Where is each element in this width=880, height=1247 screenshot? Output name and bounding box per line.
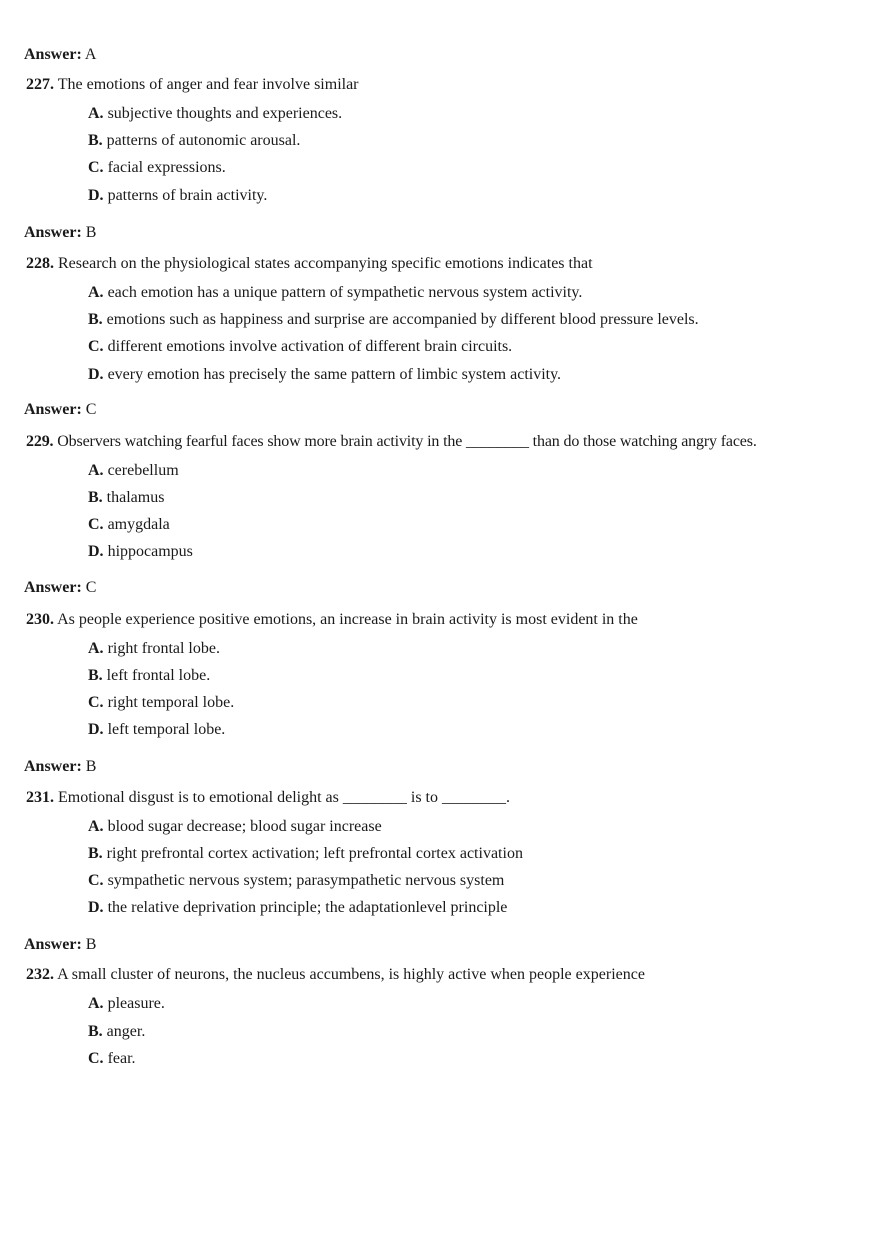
option-letter: A. [88, 105, 104, 122]
answer-line [24, 45, 96, 65]
option-text: patterns of autonomic arousal. [106, 132, 301, 149]
option-text: the relative deprivation principle; the adaptationlevel principle [107, 899, 508, 916]
option-text: patterns of brain activity. [107, 187, 268, 204]
option-a [88, 461, 179, 481]
option-letter: D. [88, 366, 104, 383]
answer-label: Answer: [24, 46, 82, 63]
option-letter: C. [88, 338, 104, 355]
answer-line [24, 757, 96, 777]
answer-value: C [85, 401, 97, 418]
question-230 [26, 610, 638, 630]
option-b [88, 310, 699, 330]
option-a [88, 639, 220, 659]
option-b [88, 488, 164, 508]
option-letter: B. [88, 667, 103, 684]
question-number: 229. [26, 433, 54, 450]
option-letter: A. [88, 462, 104, 479]
option-text: blood sugar decrease; blood sugar increase [107, 818, 382, 835]
option-letter: A. [88, 284, 104, 301]
option-text: fear. [107, 1050, 136, 1067]
question-231 [26, 788, 510, 808]
question-number: 228. [26, 255, 54, 272]
option-letter: C. [88, 872, 104, 889]
option-b [88, 1022, 145, 1042]
question-232 [26, 965, 645, 985]
option-c [88, 158, 226, 178]
answer-line [24, 578, 96, 598]
option-d [88, 365, 561, 385]
option-letter: D. [88, 899, 104, 916]
option-text: anger. [106, 1023, 146, 1040]
answer-value: B [85, 224, 97, 241]
option-d [88, 898, 507, 918]
option-c [88, 337, 512, 357]
option-d [88, 542, 193, 562]
option-text: left temporal lobe. [107, 721, 226, 738]
question-text: Observers watching fearful faces show more brain activity in the ________ than do those watching angry faces. [57, 433, 757, 450]
option-text: emotions such as happiness and surprise are accompanied by different blood pressure levels. [106, 311, 699, 328]
answer-label: Answer: [24, 224, 82, 241]
option-text: hippocampus [107, 543, 193, 560]
option-letter: D. [88, 543, 104, 560]
answer-label: Answer: [24, 579, 82, 596]
option-text: every emotion has precisely the same pattern of limbic system activity. [107, 366, 562, 383]
option-letter: B. [88, 132, 103, 149]
option-b [88, 131, 300, 151]
question-number: 231. [26, 789, 54, 806]
question-227 [26, 75, 359, 95]
option-letter: A. [88, 818, 104, 835]
answer-value: C [85, 579, 97, 596]
question-text: A small cluster of neurons, the nucleus accumbens, is highly active when people experience [57, 966, 645, 983]
option-text: left frontal lobe. [106, 667, 211, 684]
option-letter: A. [88, 995, 104, 1012]
option-letter: B. [88, 845, 103, 862]
question-text: Emotional disgust is to emotional delight as ________ is to ________. [58, 789, 510, 806]
answer-line [24, 935, 96, 955]
option-b [88, 844, 523, 864]
option-letter: C. [88, 516, 104, 533]
option-text: sympathetic nervous system; parasympathetic nervous system [107, 872, 505, 889]
question-229 [26, 432, 757, 452]
option-text: right temporal lobe. [107, 694, 235, 711]
answer-value: B [85, 758, 97, 775]
option-text: pleasure. [107, 995, 165, 1012]
option-text: different emotions involve activation of different brain circuits. [107, 338, 513, 355]
option-d [88, 720, 225, 740]
option-letter: A. [88, 640, 104, 657]
question-number: 227. [26, 76, 54, 93]
answer-line [24, 400, 96, 420]
answer-label: Answer: [24, 936, 82, 953]
option-letter: B. [88, 1023, 103, 1040]
answer-value: A [84, 46, 97, 63]
question-number: 230. [26, 611, 54, 628]
option-letter: D. [88, 721, 104, 738]
option-d [88, 186, 267, 206]
option-c [88, 515, 170, 535]
option-text: subjective thoughts and experiences. [107, 105, 343, 122]
option-letter: C. [88, 159, 104, 176]
option-c [88, 871, 504, 891]
option-c [88, 693, 234, 713]
question-text: Research on the physiological states accompanying specific emotions indicates that [58, 255, 593, 272]
answer-label: Answer: [24, 758, 82, 775]
option-letter: D. [88, 187, 104, 204]
option-text: thalamus [106, 489, 165, 506]
option-text: amygdala [107, 516, 170, 533]
option-text: facial expressions. [107, 159, 226, 176]
option-a [88, 994, 165, 1014]
option-b [88, 666, 210, 686]
option-letter: B. [88, 489, 103, 506]
question-text: As people experience positive emotions, an increase in brain activity is most evident in the [57, 611, 638, 628]
option-a [88, 283, 582, 303]
option-c [88, 1049, 136, 1069]
question-text: The emotions of anger and fear involve similar [57, 76, 359, 93]
option-text: each emotion has a unique pattern of sympathetic nervous system activity. [107, 284, 583, 301]
question-228 [26, 254, 593, 274]
option-text: cerebellum [107, 462, 179, 479]
answer-line [24, 223, 96, 243]
answer-value: B [85, 936, 97, 953]
option-letter: C. [88, 1050, 104, 1067]
option-a [88, 817, 382, 837]
option-letter: B. [88, 311, 103, 328]
question-number: 232. [26, 966, 54, 983]
option-text: right frontal lobe. [107, 640, 220, 657]
option-letter: C. [88, 694, 104, 711]
option-a [88, 104, 342, 124]
answer-label: Answer: [24, 401, 82, 418]
option-text: right prefrontal cortex activation; left prefrontal cortex activation [106, 845, 523, 862]
